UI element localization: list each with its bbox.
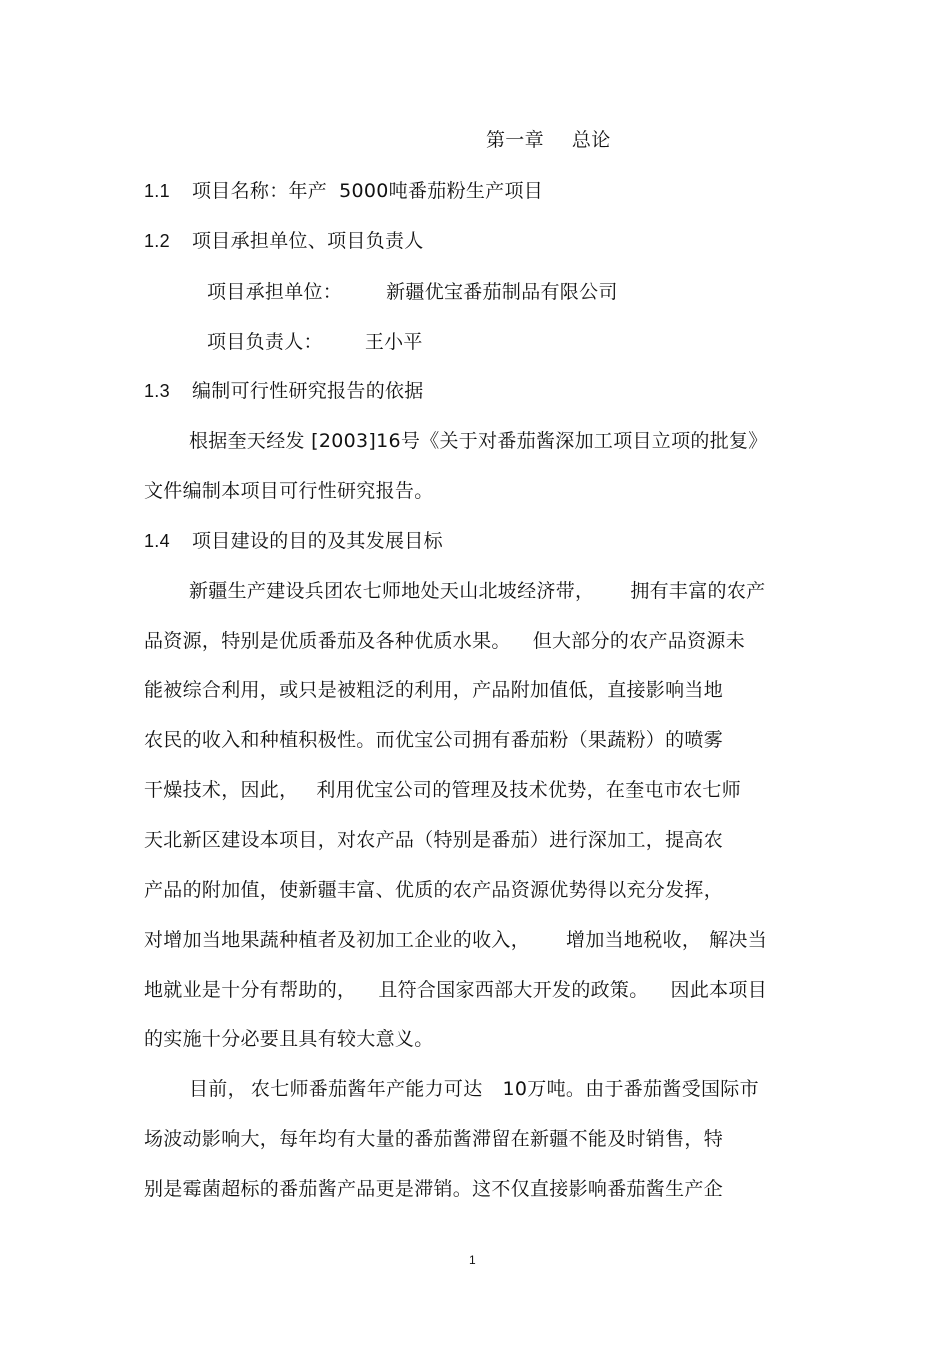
text-segment: 目前， — [189, 1078, 247, 1100]
text-segment: 品资源，特别是优质番茄及各种优质水果。 — [144, 630, 511, 652]
paragraph-line — [144, 778, 741, 802]
section-number: 1.2 — [144, 231, 170, 251]
section-number: 1.1 — [144, 181, 170, 201]
paragraph-line: 能被综合利用，或只是被粗泛的利用，产品附加值低，直接影响当地 — [144, 679, 724, 701]
text-segment: 利用优宝公司的管理及技术优势，在奎屯市农七师 — [316, 779, 742, 801]
chapter-name: 总论 — [571, 129, 611, 151]
paragraph-line: 别是霉菌超标的番茄酱产品更是滞销。这不仅直接影响番茄酱生产企 — [144, 1178, 724, 1200]
text-segment: 拥有丰富的农产 — [630, 580, 766, 602]
paragraph-line: 根据奎天经发 [2003]16号《关于对番茄酱深加工项目立项的批复》 — [189, 430, 768, 452]
section-heading — [144, 179, 543, 203]
paragraph-line: 的实施十分必要且具有较大意义。 — [144, 1028, 434, 1050]
paragraph-line — [144, 978, 767, 1002]
section-heading — [144, 229, 424, 253]
section-title-continued: 5000吨番茄粉生产项目 — [339, 180, 544, 202]
text-segment: 农七师番茄酱年产能力可达 — [250, 1078, 483, 1100]
text-segment: 解决当 — [709, 929, 768, 951]
paragraph-line: 天北新区建设本项目，对农产品（特别是番茄）进行深加工，提高农 — [144, 829, 724, 851]
section-title: 项目名称：年产 — [192, 180, 328, 202]
section-heading — [144, 529, 443, 553]
paragraph-line: 场波动影响大，每年均有大量的番茄酱滞留在新疆不能及时销售，特 — [144, 1128, 724, 1150]
text-segment: 地就业是十分有帮助的， — [144, 979, 357, 1001]
section-heading — [144, 379, 424, 403]
responsible-unit-line — [207, 280, 618, 304]
paragraph-line: 产品的附加值，使新疆丰富、优质的农产品资源优势得以充分发挥， — [144, 879, 724, 901]
section-title: 编制可行性研究报告的依据 — [192, 380, 424, 402]
unit-label: 项目承担单位： — [207, 281, 343, 303]
paragraph-line: 文件编制本项目可行性研究报告。 — [144, 480, 434, 502]
chapter-number: 第一章 — [486, 129, 544, 151]
text-segment: 10万吨。由于番茄酱受国际市 — [502, 1078, 759, 1100]
paragraph-line — [144, 928, 767, 952]
person-value: 王小平 — [364, 331, 423, 353]
person-label: 项目负责人： — [207, 331, 323, 353]
paragraph-line — [189, 579, 765, 603]
text-segment: 新疆生产建设兵团农七师地处天山北坡经济带， — [189, 580, 595, 602]
responsible-person-line — [207, 330, 423, 354]
section-number: 1.3 — [144, 381, 170, 401]
chapter-heading — [486, 128, 611, 152]
unit-value: 新疆优宝番茄制品有限公司 — [386, 281, 618, 303]
section-title: 项目建设的目的及其发展目标 — [192, 530, 443, 552]
text-segment: 干燥技术，因此， — [144, 779, 299, 801]
section-number: 1.4 — [144, 531, 170, 551]
text-segment: 但大部分的农产品资源未 — [532, 630, 746, 652]
text-segment: 增加当地税收， — [566, 929, 702, 951]
page-number: 1 — [469, 1253, 476, 1267]
paragraph-line — [144, 629, 745, 653]
text-segment: 且符合国家西部大开发的政策。 — [378, 979, 649, 1001]
paragraph-line — [189, 1077, 759, 1101]
paragraph-line: 农民的收入和种植积极性。而优宝公司拥有番茄粉（果蔬粉）的喷雾 — [144, 729, 724, 751]
text-segment: 因此本项目 — [670, 979, 768, 1001]
section-title: 项目承担单位、项目负责人 — [192, 230, 424, 252]
text-segment: 对增加当地果蔬种植者及初加工企业的收入， — [144, 929, 531, 951]
